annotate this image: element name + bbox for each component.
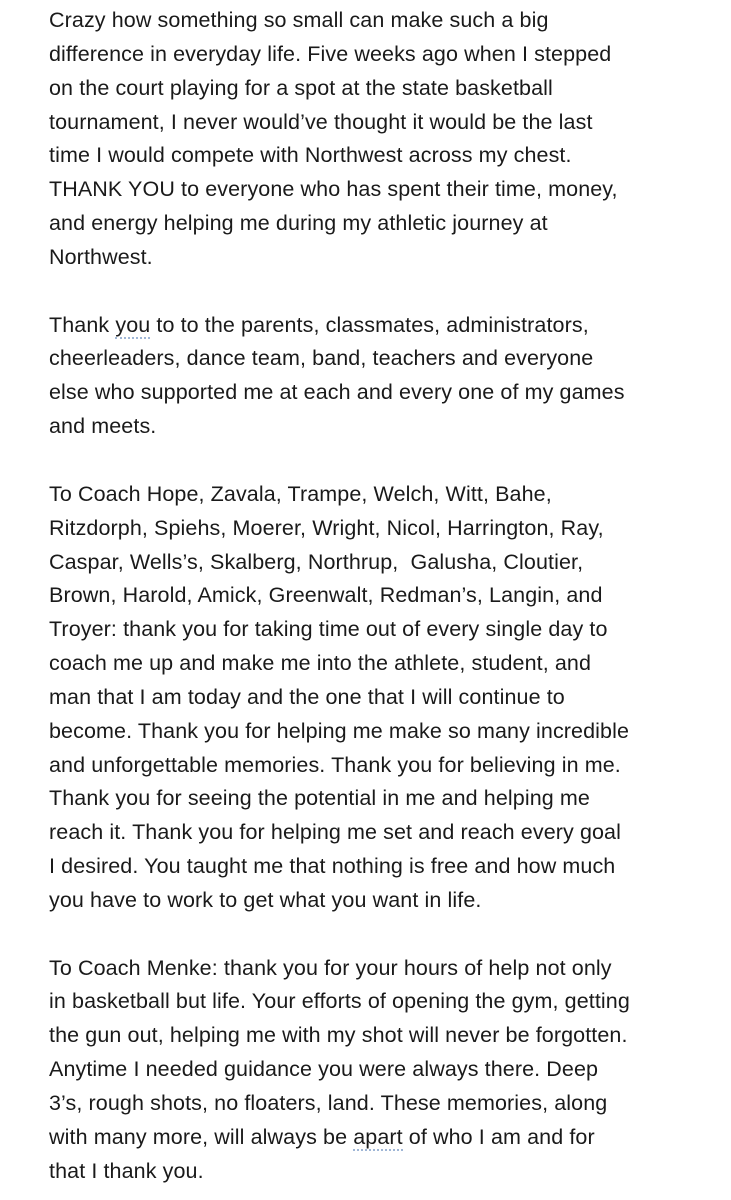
text-line: you have to work to get what you want in life.: [49, 887, 482, 912]
text-line: Brown, Harold, Amick, Greenwalt, Redman’s, Langin, and: [49, 583, 603, 608]
text-segment: to to the parents, classmates, administrators,: [150, 312, 589, 337]
text-line: cheerleaders, dance team, band, teachers and everyone: [49, 346, 594, 371]
spellcheck-underlined-word[interactable]: apart: [353, 1124, 403, 1149]
text-line: Ritzdorph, Spiehs, Moerer, Wright, Nicol, Harrington, Ray,: [49, 515, 604, 540]
text-line: To Coach Hope, Zavala, Trampe, Welch, Witt, Bahe,: [49, 481, 552, 506]
paragraph-2: [49, 309, 721, 444]
text-line: [49, 1121, 721, 1155]
text-line: the gun out, helping me with my shot will never be forgotten.: [49, 1023, 628, 1048]
text-line: Crazy how something so small can make such a big: [49, 8, 549, 32]
text-line: coach me up and make me into the athlete, student, and: [49, 651, 592, 676]
letter-document: [49, 4, 721, 1189]
text-line: [49, 309, 721, 343]
paragraph-spacer: [49, 918, 721, 952]
paragraph-spacer: [49, 444, 721, 478]
text-line: time I would compete with Northwest across my chest.: [49, 143, 572, 168]
spellcheck-underlined-word[interactable]: you: [115, 312, 151, 337]
text-segment: of who I am and for: [402, 1124, 595, 1149]
text-line: Caspar, Wells’s, Skalberg, Northrup, Galusha, Cloutier,: [49, 549, 584, 574]
text-line: Troyer: thank you for taking time out of every single day to: [49, 617, 608, 642]
text-line: 3’s, rough shots, no floaters, land. These memories, along: [49, 1091, 608, 1115]
text-line: Northwest.: [49, 244, 153, 269]
text-line: that I thank you.: [49, 1158, 204, 1183]
paragraph-4: [49, 952, 721, 1189]
text-line: To Coach Menke: thank you for your hours of help not only: [49, 955, 612, 980]
text-line: tournament, I never would’ve thought it would be the last: [49, 109, 593, 134]
text-line: and unforgettable memories. Thank you for believing in me.: [49, 752, 621, 777]
text-segment: with many more, will always be: [49, 1124, 354, 1149]
text-line: become. Thank you for helping me make so many incredible: [49, 718, 630, 743]
text-line: THANK YOU to everyone who has spent their time, money,: [49, 177, 618, 202]
text-line: Thank you for seeing the potential in me and helping me: [49, 786, 590, 811]
paragraph-spacer: [49, 275, 721, 309]
text-line: and energy helping me during my athletic journey at: [49, 211, 548, 236]
text-segment: Thank: [49, 312, 116, 337]
text-line: Anytime I needed guidance you were always there. Deep: [49, 1057, 599, 1082]
text-line: on the court playing for a spot at the state basketball: [49, 75, 553, 100]
text-line: I desired. You taught me that nothing is free and how much: [49, 854, 616, 879]
text-line: else who supported me at each and every one of my games: [49, 380, 625, 405]
text-line: in basketball but life. Your efforts of opening the gym, getting: [49, 989, 630, 1014]
text-line: man that I am today and the one that I will continue to: [49, 684, 565, 709]
paragraph-3: [49, 478, 721, 918]
text-line: difference in everyday life. Five weeks ago when I stepped: [49, 41, 612, 66]
text-line: and meets.: [49, 414, 157, 439]
paragraph-1: [49, 4, 721, 275]
text-line: reach it. Thank you for helping me set and reach every goal: [49, 820, 621, 845]
